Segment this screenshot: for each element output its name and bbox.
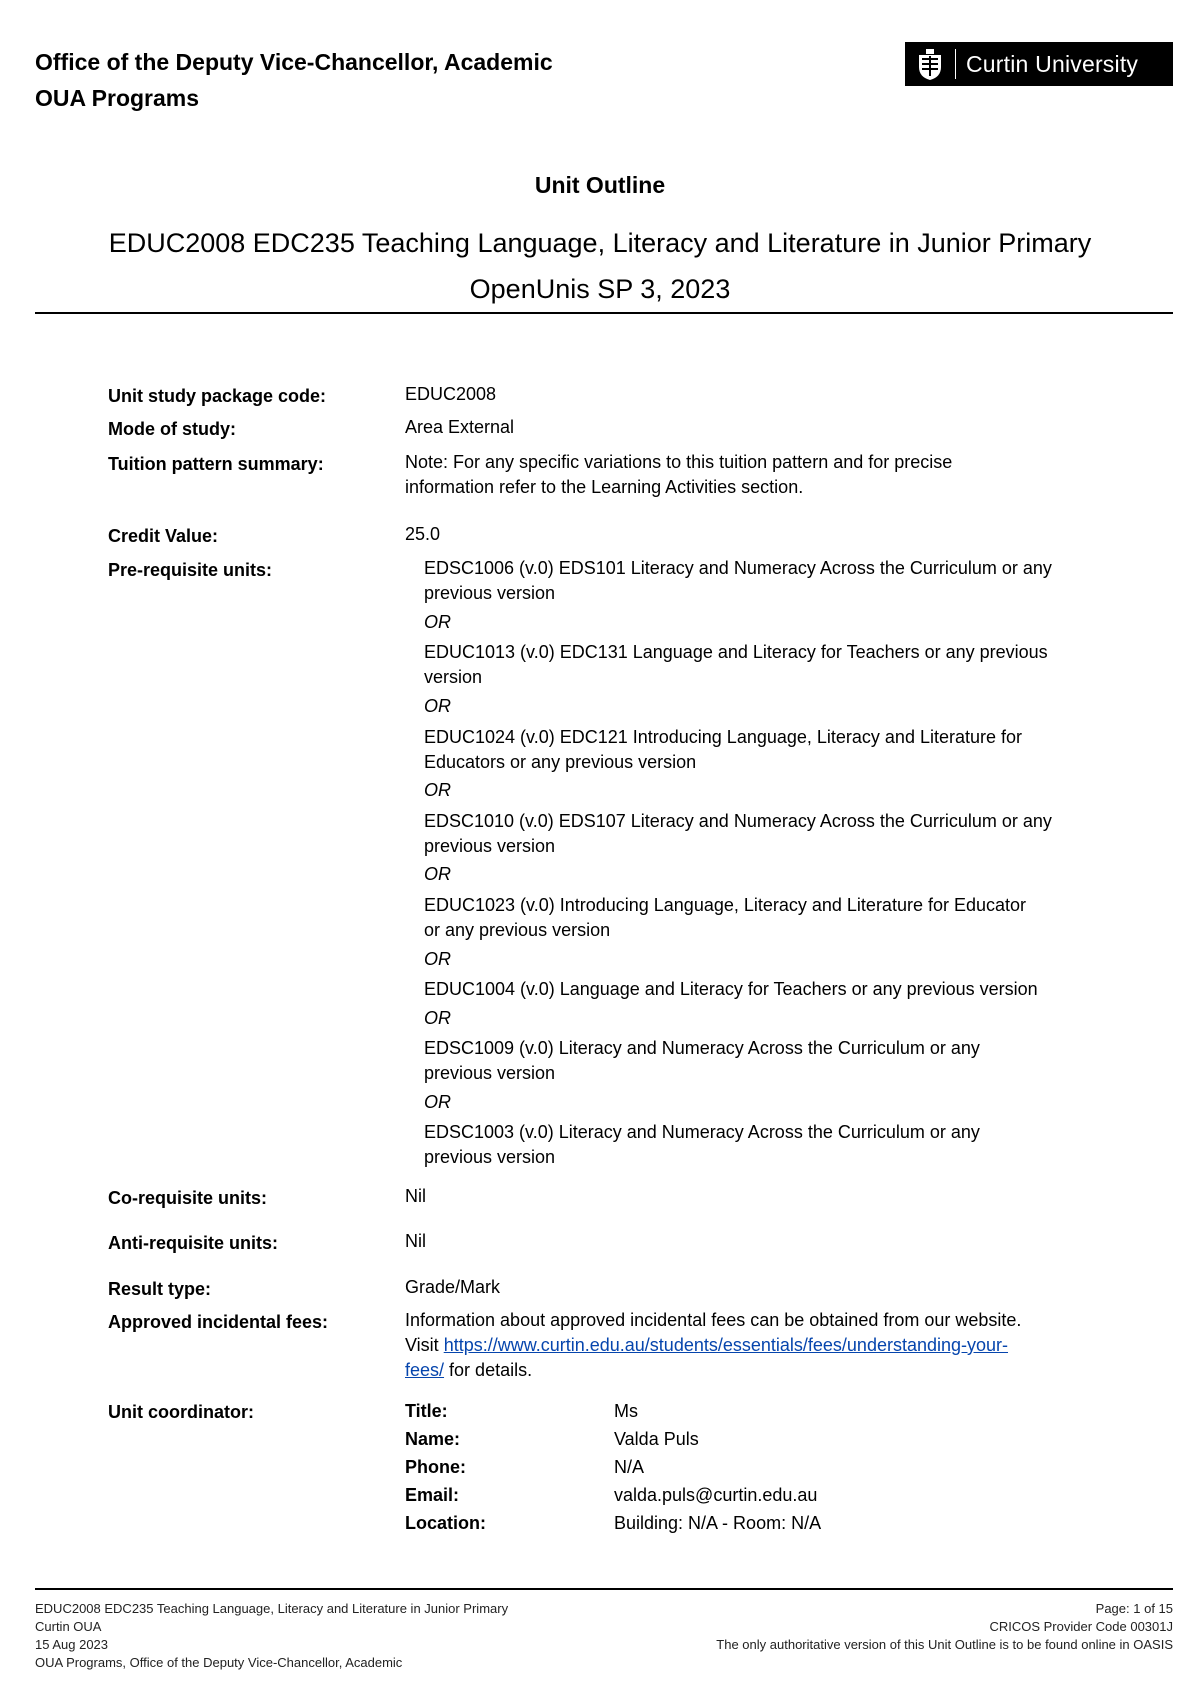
prereq-item-7 [424, 1036, 1104, 1086]
fees-label: Approved incidental fees: [108, 1312, 329, 1332]
or-separator: OR [424, 1008, 451, 1028]
coordinator-label: Unit coordinator: [108, 1402, 254, 1422]
antireq-label: Anti-requisite units: [108, 1233, 278, 1253]
fees-visit-text: Visit [405, 1335, 439, 1355]
coordinator-name-label: Name: [405, 1429, 461, 1449]
tuition-label: Tuition pattern summary: [108, 454, 324, 474]
credit-label: Credit Value: [108, 526, 219, 546]
logo-wordmark: Curtin University [966, 50, 1139, 77]
prereq-item-5-line-1: EDUC1023 (v.0) Introducing Language, Literacy and Literature for Educator [424, 895, 1027, 915]
cricos-code: CRICOS Provider Code 00301J [989, 1619, 1173, 1634]
prereq-item-5 [424, 893, 1104, 943]
prereq-item-2-line-1: EDUC1013 (v.0) EDC131 Language and Literacy for Teachers or any previous [424, 642, 1048, 662]
footer-unit-title: EDUC2008 EDC235 Teaching Language, Literacy and Literature in Junior Primary [35, 1601, 509, 1616]
coreq-label: Co-requisite units: [108, 1188, 268, 1208]
coordinator-email-label: Email: [405, 1485, 460, 1505]
tuition-value [405, 450, 1105, 500]
prereq-item-1 [424, 556, 1104, 606]
coordinator-location-value: Building: N/A - Room: N/A [614, 1513, 822, 1533]
coordinator-title-value: Ms [614, 1401, 638, 1421]
or-separator: OR [424, 1092, 451, 1112]
fees-value [405, 1308, 1105, 1383]
prereq-item-3-line-1: EDUC1024 (v.0) EDC121 Introducing Language, Literacy and Literature for [424, 727, 1023, 747]
prereq-item-3 [424, 725, 1104, 775]
antireq-value: Nil [405, 1231, 426, 1251]
document-type-heading: Unit Outline [534, 172, 666, 198]
result-type-value: Grade/Mark [405, 1277, 501, 1297]
prereq-item-4 [424, 809, 1104, 859]
prereq-item-6-line-1: EDUC1004 (v.0) Language and Literacy for Teachers or any previous version [424, 979, 1038, 999]
package-code-label: Unit study package code: [108, 386, 327, 406]
title-divider [35, 312, 1173, 314]
office-heading [35, 44, 553, 116]
or-separator: OR [424, 696, 451, 716]
prereq-item-1-line-1: EDSC1006 (v.0) EDS101 Literacy and Numeracy Across the Curriculum or any [424, 558, 1052, 578]
footer-divider [35, 1588, 1173, 1590]
authoritative-note: The only authoritative version of this Unit Outline is to be found online in OASIS [716, 1637, 1173, 1652]
prereq-item-4-line-2: previous version [424, 836, 556, 856]
coordinator-phone-value: N/A [614, 1457, 645, 1477]
or-separator: OR [424, 780, 451, 800]
coordinator-email-value: valda.puls@curtin.edu.au [614, 1485, 818, 1505]
prereq-item-8-line-2: previous version [424, 1147, 556, 1167]
or-separator: OR [424, 612, 451, 632]
logo-divider [955, 49, 956, 79]
package-code-value: EDUC2008 [405, 384, 497, 404]
footer-left [35, 1600, 508, 1672]
credit-value: 25.0 [405, 524, 441, 544]
mode-value: Area External [405, 417, 515, 437]
coordinator-name-value: Valda Puls [614, 1429, 699, 1449]
tuition-value-line-2: information refer to the Learning Activities section. [405, 477, 804, 497]
coreq-value: Nil [405, 1186, 426, 1206]
or-separator: OR [424, 949, 451, 969]
result-type-label: Result type: [108, 1279, 212, 1299]
fees-line-2 [405, 1333, 1105, 1358]
prereq-item-8-line-1: EDSC1003 (v.0) Literacy and Numeracy Across the Curriculum or any [424, 1122, 980, 1142]
or-separator: OR [424, 864, 451, 884]
prereq-item-2 [424, 640, 1104, 690]
prereq-label: Pre-requisite units: [108, 560, 273, 580]
prereq-item-6 [424, 977, 1104, 1002]
curtin-logo [905, 42, 1173, 86]
prereq-item-3-line-2: Educators or any previous version [424, 752, 697, 772]
prereq-item-8 [424, 1120, 1104, 1170]
prereq-item-1-line-2: previous version [424, 583, 556, 603]
unit-title-line-2: OpenUnis SP 3, 2023 [469, 274, 731, 304]
prereq-item-2-line-2: version [424, 667, 483, 687]
coordinator-location-label: Location: [405, 1513, 486, 1533]
unit-title [0, 220, 1200, 312]
office-line-1: Office of the Deputy Vice-Chancellor, Academic [35, 49, 553, 75]
fees-line-3 [405, 1358, 1105, 1383]
prereq-item-7-line-2: previous version [424, 1063, 556, 1083]
page-number: Page: 1 of 15 [1095, 1601, 1173, 1616]
prereq-item-7-line-1: EDSC1009 (v.0) Literacy and Numeracy Across the Curriculum or any [424, 1038, 980, 1058]
office-line-2: OUA Programs [35, 85, 200, 111]
crest-icon [913, 47, 947, 81]
fees-link-continued[interactable]: fees/ [405, 1360, 445, 1380]
mode-label: Mode of study: [108, 419, 236, 439]
prereq-item-5-line-2: or any previous version [424, 920, 611, 940]
footer-office: OUA Programs, Office of the Deputy Vice-Chancellor, Academic [35, 1655, 403, 1670]
prereq-item-4-line-1: EDSC1010 (v.0) EDS107 Literacy and Numeracy Across the Curriculum or any [424, 811, 1052, 831]
fees-line-1: Information about approved incidental fees can be obtained from our website. [405, 1310, 1022, 1330]
footer-right [716, 1600, 1173, 1654]
fees-suffix-text: for details. [449, 1360, 533, 1380]
footer-date: 15 Aug 2023 [35, 1637, 109, 1652]
coordinator-title-label: Title: [405, 1401, 448, 1421]
fees-link[interactable]: https://www.curtin.edu.au/students/essentials/fees/understanding-your- [443, 1335, 1009, 1355]
tuition-value-line-1: Note: For any specific variations to this tuition pattern and for precise [405, 452, 953, 472]
coordinator-phone-label: Phone: [405, 1457, 466, 1477]
unit-title-line-1: EDUC2008 EDC235 Teaching Language, Literacy and Literature in Junior Primary [108, 228, 1092, 258]
footer-provider: Curtin OUA [35, 1619, 102, 1634]
